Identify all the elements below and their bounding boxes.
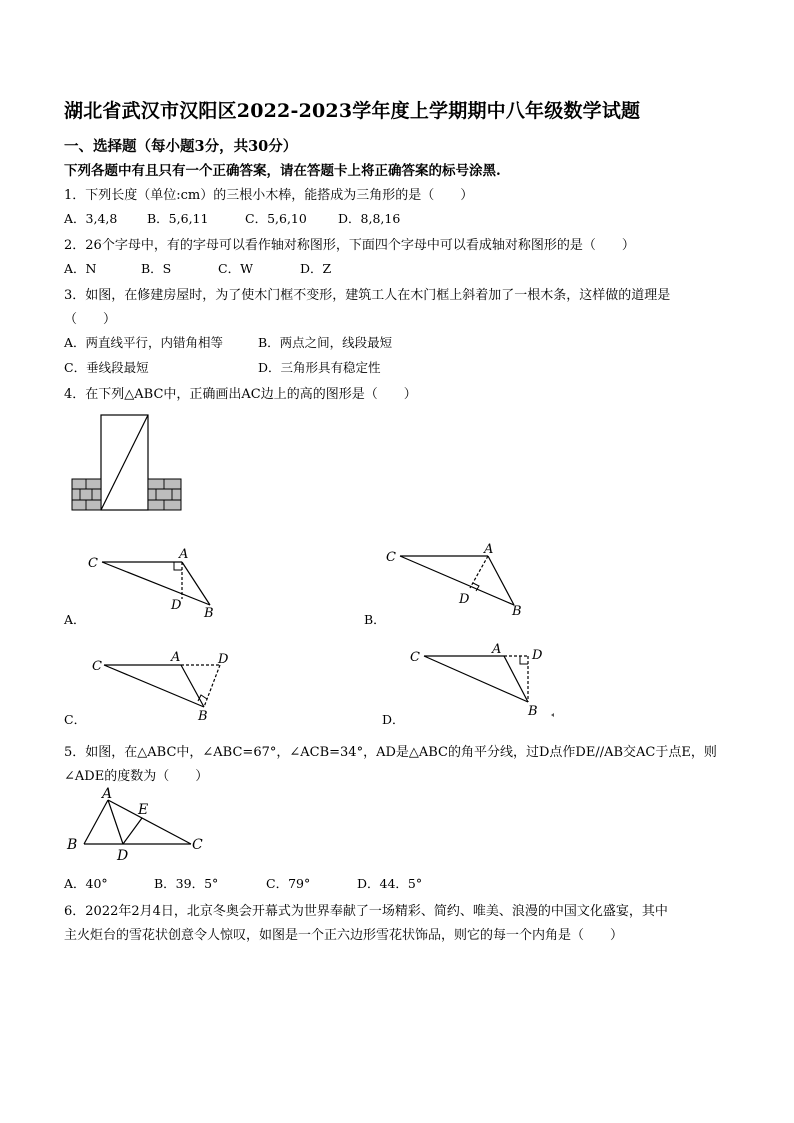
label-d: D <box>459 592 470 607</box>
label-a: A <box>179 547 189 562</box>
label-d: D <box>218 652 229 667</box>
label-c: C <box>386 550 396 565</box>
q5-option-d: D．44．5° <box>357 876 423 891</box>
label-b: B <box>204 606 214 620</box>
q2-option-d: D．Z <box>300 261 332 276</box>
label-a: A <box>492 642 502 657</box>
q6-stem-line2: 主火炬台的雪花状创意令人惊叹，如图是一个正六边形雪花状饰品，则它的每一个内角是（ ） <box>64 928 624 943</box>
q1-option-d: D．8,8,16 <box>338 211 401 226</box>
q4-figure-b <box>380 541 530 619</box>
q4-figure-c <box>88 645 248 723</box>
label-a: A <box>484 542 494 557</box>
label-c: C <box>88 556 98 571</box>
q5-stem-line1: 5．如图，在△ABC中，∠ABC=67°，∠ACB=34°，AD是△ABC的角平分线，过D点作DE//AB交AC于点E，则 <box>64 745 717 760</box>
label-a: A <box>171 650 181 665</box>
label-a: A <box>102 786 113 802</box>
q3-option-b: B．两点之间，线段最短 <box>258 335 393 350</box>
label-d: D <box>171 598 182 613</box>
q3-option-a: A．两直线平行，内错角相等 <box>64 335 224 350</box>
q4-stem: 4．在下列△ABC中，正确画出AC边上的高的图形是（ ） <box>64 387 417 402</box>
page-title: 湖北省武汉市汉阳区2022-2023学年度上学期期中八年级数学试题 <box>64 100 641 122</box>
label-c: C <box>410 650 420 665</box>
door-frame-figure <box>70 413 185 513</box>
label-c: C <box>92 659 102 674</box>
label-d: D <box>117 848 129 864</box>
section-heading: 一、选择题（每小题3分，共30分） <box>64 138 298 155</box>
q3-option-d: D．三角形具有稳定性 <box>258 360 381 375</box>
label-c: C <box>192 837 203 853</box>
q3-stem-line2: （ ） <box>64 312 117 327</box>
q4-option-d-label: D． <box>382 712 405 727</box>
q5-option-c: C．79° <box>266 876 311 891</box>
q2-option-c: C．W <box>218 261 253 276</box>
q4-figure-a <box>80 545 220 620</box>
q4-option-a-label: A． <box>64 612 86 627</box>
instruction-text: 下列各题中有且只有一个正确答案，请在答题卡上将正确答案的标号涂黑. <box>64 163 501 179</box>
label-b: B <box>528 704 538 719</box>
label-b: B <box>67 837 78 853</box>
q4-option-b-label: B． <box>364 612 386 627</box>
q2-option-a: A．N <box>64 261 97 276</box>
q4-option-c-label: C． <box>64 712 87 727</box>
q1-option-b: B．5,6,11 <box>147 211 209 226</box>
q1-option-a: A．3,4,8 <box>64 211 118 226</box>
q3-stem-line1: 3．如图，在修建房屋时，为了使木门框不变形，建筑工人在木门框上斜着加了一根木条，这样做的道理是 <box>64 288 671 303</box>
label-b: B <box>512 604 522 619</box>
q5-option-b: B．39．5° <box>154 876 219 891</box>
label-b: B <box>198 709 208 723</box>
q4-figure-d <box>406 642 566 722</box>
q1-option-c: C．5,6,10 <box>245 211 307 226</box>
q1-stem: 1．下列长度（单位:cm）的三根小木棒，能搭成为三角形的是（ ） <box>64 188 474 203</box>
q2-stem: 2．26个字母中，有的字母可以看作轴对称图形，下面四个字母中可以看成轴对称图形的是（ ） <box>64 238 635 253</box>
q5-option-a: A．40° <box>64 876 108 891</box>
label-e: E <box>138 802 149 818</box>
q6-stem-line1: 6．2022年2月4日，北京冬奥会开幕式为世界奉献了一场精彩、简约、唯美、浪漫的中国文化盛宴，其中 <box>64 904 668 919</box>
q3-option-c: C．垂线段最短 <box>64 360 149 375</box>
label-d: D <box>532 648 543 663</box>
q2-option-b: B．S <box>141 261 172 276</box>
q5-figure <box>64 786 214 866</box>
q5-stem-line2: ∠ADE的度数为（ ） <box>64 769 209 784</box>
